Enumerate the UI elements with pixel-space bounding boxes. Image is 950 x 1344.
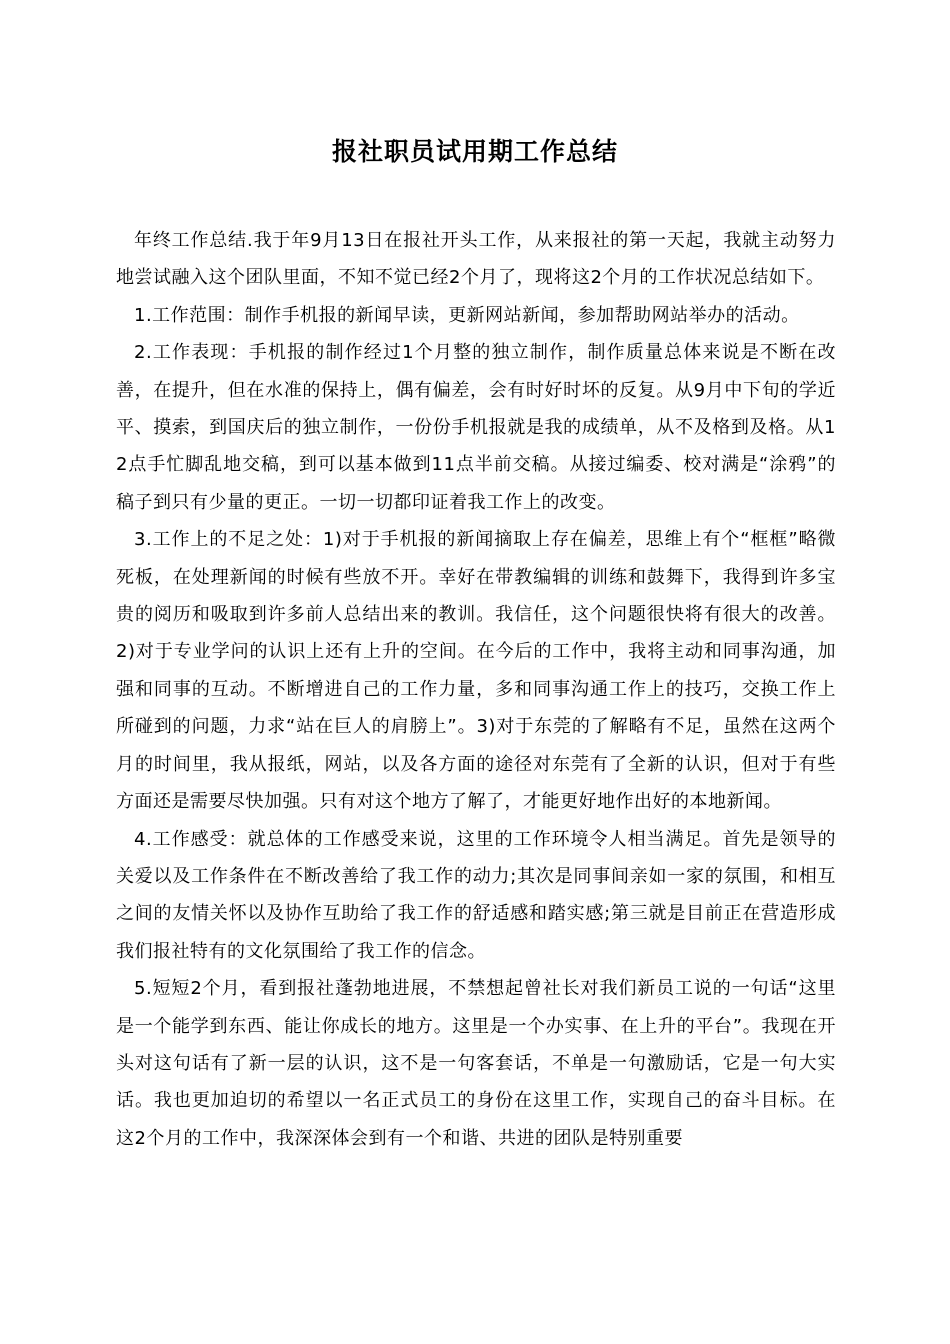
paragraph-shortcomings: 3.工作上的不足之处：1)对于手机报的新闻摘取上存在偏差，思维上有个“框框”略微死板，在处理新闻的时候有些放不开。幸好在带教编辑的训练和鼓舞下，我得到许多宝贵的阅历和吸取到许多前人总结出来的教训。我信任，这个问题很快将有很大的改善。2)对于专业学问的认识上还有上升的空间。在今后的工作中，我将主动和同事沟通，加强和同事的互动。不断增进自己的工作力量，多和同事沟通工作上的技巧，交换工作上所碰到的问题，力求“站在巨人的肩膀上”。3)对于东莞的了解略有不足，虽然在这两个月的时间里，我从报纸，网站，以及各方面的途径对东莞有了全新的认识，但对于有些方面还是需要尽快加强。只有对这个地方了解了，才能更好地作出好的本地新闻。 <box>116 529 836 813</box>
paragraph-work-scope: 1.工作范围：制作手机报的新闻早读，更新网站新闻，参加帮助网站举办的活动。 <box>134 304 800 326</box>
paragraph-work-feelings: 4.工作感受：就总体的工作感受来说，这里的工作环境令人相当满足。首先是领导的关爱以及工作条件在不断改善给了我工作的动力;其次是同事间亲如一家的氛围，和相互之间的友情关怀以及协作互助给了我工作的舒适感和踏实感;第三就是目前正在营造形成我们报社特有的文化氛围给了我工作的信念。 <box>116 828 836 962</box>
document-title: 报社职员试用期工作总结 <box>331 137 618 166</box>
paragraph-intro: 年终工作总结.我于年9月13日在报社开头工作，从来报社的第一天起，我就主动努力地尝试融入这个团队里面，不知不觉已经2个月了，现将这2个月的工作状况总结如下。 <box>116 230 836 289</box>
document-body <box>116 222 836 1157</box>
paragraph-conclusion: 5.短短2个月，看到报社蓬勃地进展，不禁想起曾社长对我们新员工说的一句话“这里是一个能学到东西、能让你成长的地方。这里是一个办实事、在上升的平台”。我现在开头对这句话有了新一层的认识，这不是一句客套话，不单是一句激励话，它是一句大实话。我也更加迫切的希望以一名正式员工的身份在这里工作，实现自己的奋斗目标。在这2个月的工作中，我深深体会到有一个和谐、共进的团队是特别重要 <box>116 978 836 1149</box>
paragraph-work-performance: 2.工作表现：手机报的制作经过1个月整的独立制作，制作质量总体来说是不断在改善，在提升，但在水准的保持上，偶有偏差，会有时好时坏的反复。从9月中下旬的学近平、摸索，到国庆后的独立制作，一份份手机报就是我的成绩单，从不及格到及格。从12点手忙脚乱地交稿，到可以基本做到11点半前交稿。从接过编委、校对满是“涂鸦”的稿子到只有少量的更正。一切一切都印证着我工作上的改变。 <box>116 342 836 513</box>
